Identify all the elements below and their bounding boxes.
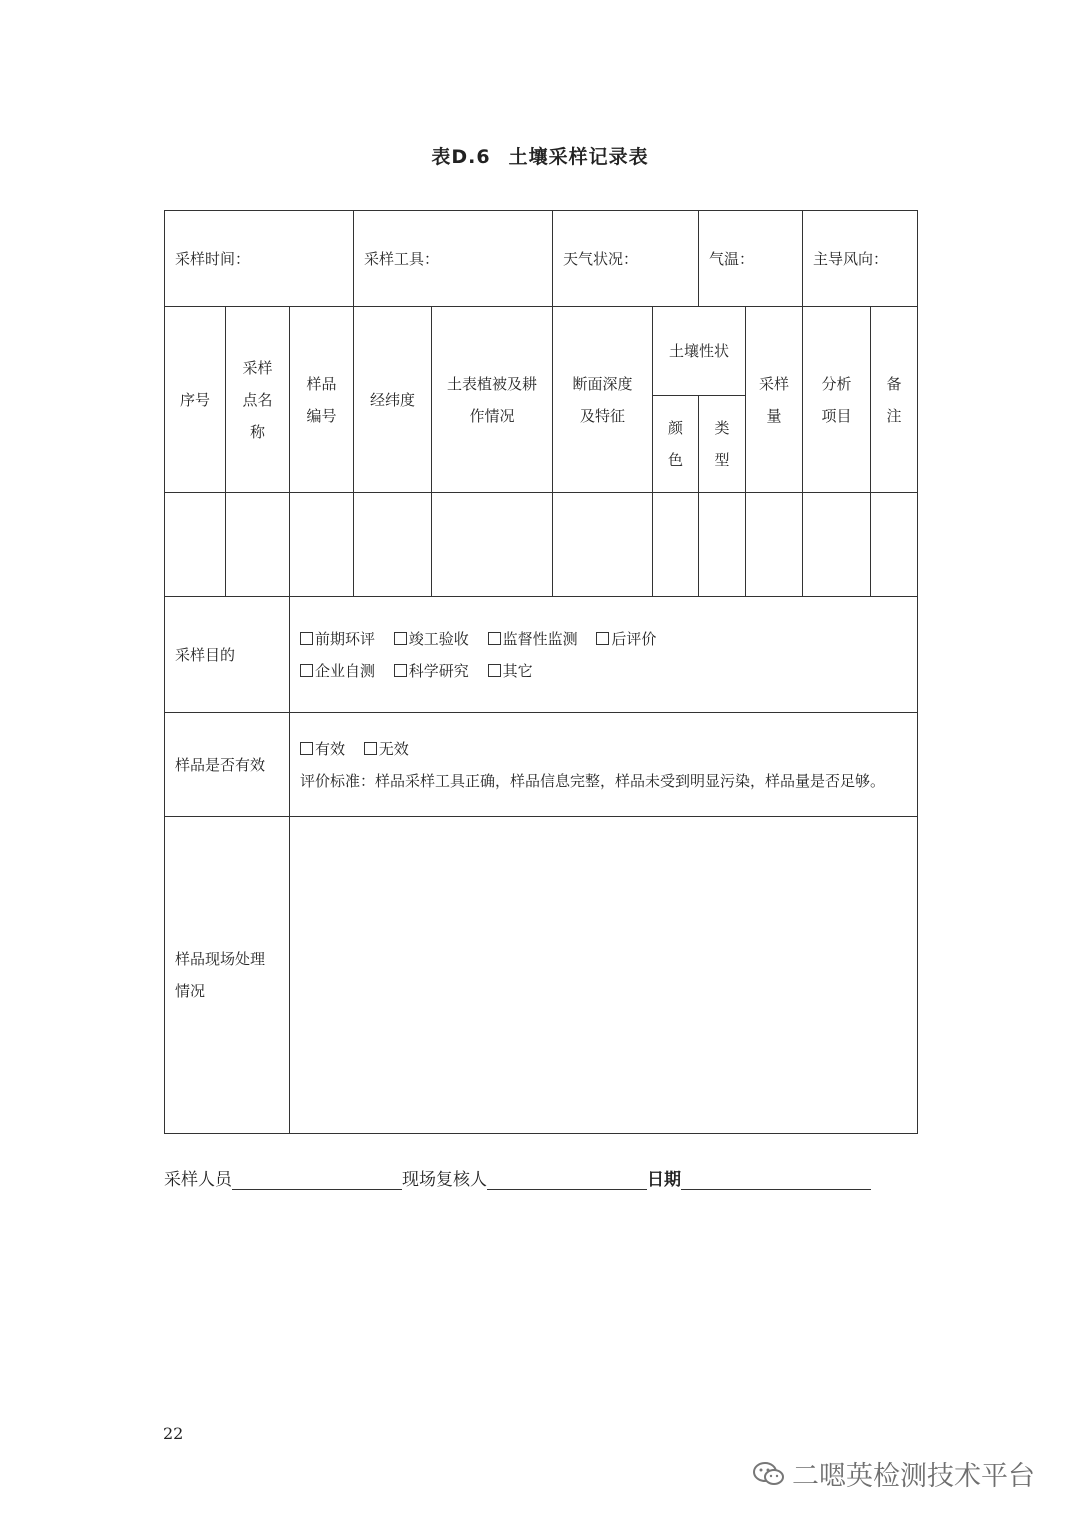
field-sampling-time[interactable] — [165, 211, 354, 307]
cell-seq[interactable] — [165, 493, 226, 597]
handling-content[interactable] — [290, 817, 918, 1134]
page-number: 22 — [163, 1424, 184, 1443]
sample-no-line1: 样品 — [306, 374, 337, 393]
remark-line2: 注 — [886, 406, 902, 425]
table-name: 土壤采样记录表 — [508, 146, 649, 168]
purpose-option-research[interactable] — [394, 662, 469, 680]
sample-no-line2: 编号 — [306, 406, 337, 425]
type-line1: 类 — [714, 419, 730, 437]
option-label: 后评价 — [611, 629, 657, 648]
purpose-option-pre-eia[interactable] — [300, 630, 375, 648]
table-number: 表D.6 — [431, 146, 491, 168]
col-header-soil-props — [653, 307, 746, 396]
option-label: 其它 — [502, 661, 533, 680]
col-header-surface — [432, 307, 553, 493]
color-line1: 颜 — [668, 419, 684, 437]
handling-label-cell — [165, 817, 290, 1134]
purpose-label-cell — [165, 597, 290, 713]
surface-line1: 土表植被及耕 — [447, 374, 538, 393]
checkbox-icon[interactable] — [394, 664, 407, 677]
purpose-label: 采样目的 — [175, 645, 236, 664]
cell-analysis[interactable] — [803, 493, 871, 597]
purpose-option-self-test[interactable] — [300, 662, 375, 680]
sampler-label: 采样人员 — [164, 1170, 232, 1190]
sampling-record-table — [164, 210, 918, 1134]
checkbox-icon[interactable] — [364, 742, 377, 755]
col-header-seq — [165, 307, 226, 493]
wechat-icon — [752, 1460, 786, 1488]
amount-line1: 采样 — [759, 374, 790, 393]
weather-label: 天气状况： — [563, 249, 639, 268]
cell-site-name[interactable] — [226, 493, 290, 597]
validity-label: 样品是否有效 — [175, 755, 266, 774]
sampling-time-label: 采样时间： — [175, 249, 251, 268]
cell-sample-no[interactable] — [290, 493, 354, 597]
cell-type[interactable] — [699, 493, 746, 597]
seq-label: 序号 — [179, 390, 210, 409]
col-header-color — [653, 396, 699, 493]
option-label: 前期环评 — [315, 629, 376, 648]
lat-lon-label: 经纬度 — [369, 390, 415, 409]
site-name-line1: 采样 — [242, 358, 273, 377]
handling-label-line2: 情况 — [175, 982, 206, 1000]
purpose-option-completion[interactable] — [394, 630, 469, 648]
date-field[interactable] — [681, 1167, 871, 1190]
table-row — [165, 493, 918, 597]
col-header-lat-lon — [354, 307, 432, 493]
option-label: 监督性监测 — [502, 629, 578, 648]
col-header-site-name — [226, 307, 290, 493]
site-name-line3: 称 — [249, 422, 265, 441]
cell-color[interactable] — [653, 493, 699, 597]
validity-option-invalid[interactable] — [364, 740, 409, 758]
handling-label-line1: 样品现场处理 — [175, 950, 266, 968]
col-header-remark — [871, 307, 918, 493]
site-name-line2: 点名 — [242, 390, 273, 409]
color-line2: 色 — [668, 451, 684, 469]
option-label: 企业自测 — [315, 661, 376, 680]
reviewer-label: 现场复核人 — [402, 1170, 487, 1190]
col-header-depth — [553, 307, 653, 493]
checkbox-icon[interactable] — [488, 632, 501, 645]
cell-depth[interactable] — [553, 493, 653, 597]
cell-amount[interactable] — [746, 493, 803, 597]
checkbox-icon[interactable] — [300, 632, 313, 645]
reviewer-field[interactable] — [487, 1167, 647, 1190]
sampling-tool-label: 采样工具： — [364, 249, 440, 268]
purpose-option-supervision[interactable] — [488, 630, 578, 648]
surface-line2: 作情况 — [469, 406, 515, 425]
col-header-analysis — [803, 307, 871, 493]
soil-props-label: 土壤性状 — [669, 342, 730, 360]
validity-criteria: 评价标准：样品采样工具正确，样品信息完整，样品未受到明显污染，样品量是否足够。 — [300, 771, 886, 790]
validity-label-cell — [165, 713, 290, 817]
depth-line1: 断面深度 — [572, 374, 633, 393]
checkbox-icon[interactable] — [300, 664, 313, 677]
depth-line2: 及特征 — [580, 406, 626, 425]
purpose-option-other[interactable] — [488, 662, 533, 680]
col-header-sample-no — [290, 307, 354, 493]
option-label: 无效 — [378, 739, 409, 758]
type-line2: 型 — [714, 451, 730, 469]
checkbox-icon[interactable] — [488, 664, 501, 677]
purpose-options — [290, 597, 918, 713]
field-wind-direction[interactable] — [803, 211, 918, 307]
amount-line2: 量 — [766, 406, 782, 425]
option-label: 有效 — [315, 739, 346, 758]
analysis-line1: 分析 — [821, 374, 852, 393]
option-label: 科学研究 — [408, 661, 469, 680]
page-title — [0, 142, 1080, 169]
watermark-text: 二嗯英检测技术平台 — [792, 1461, 1035, 1492]
field-sampling-tool[interactable] — [354, 211, 553, 307]
cell-remark[interactable] — [871, 493, 918, 597]
checkbox-icon[interactable] — [596, 632, 609, 645]
wind-direction-label: 主导风向： — [813, 249, 889, 268]
field-weather[interactable] — [553, 211, 699, 307]
cell-surface[interactable] — [432, 493, 553, 597]
purpose-option-post-eval[interactable] — [596, 630, 656, 648]
col-header-amount — [746, 307, 803, 493]
analysis-line2: 项目 — [821, 406, 852, 425]
temperature-label: 气温： — [709, 249, 755, 268]
option-label: 竣工验收 — [408, 629, 469, 648]
watermark — [752, 1454, 1035, 1493]
date-label: 日期 — [647, 1170, 681, 1190]
col-header-type — [699, 396, 746, 493]
validity-content — [290, 713, 918, 817]
checkbox-icon[interactable] — [394, 632, 407, 645]
validity-option-valid[interactable] — [300, 740, 345, 758]
signature-line — [164, 1165, 904, 1190]
field-temperature[interactable] — [699, 211, 803, 307]
cell-lat-lon[interactable] — [354, 493, 432, 597]
remark-line1: 备 — [886, 374, 902, 393]
checkbox-icon[interactable] — [300, 742, 313, 755]
sampler-field[interactable] — [232, 1167, 402, 1190]
